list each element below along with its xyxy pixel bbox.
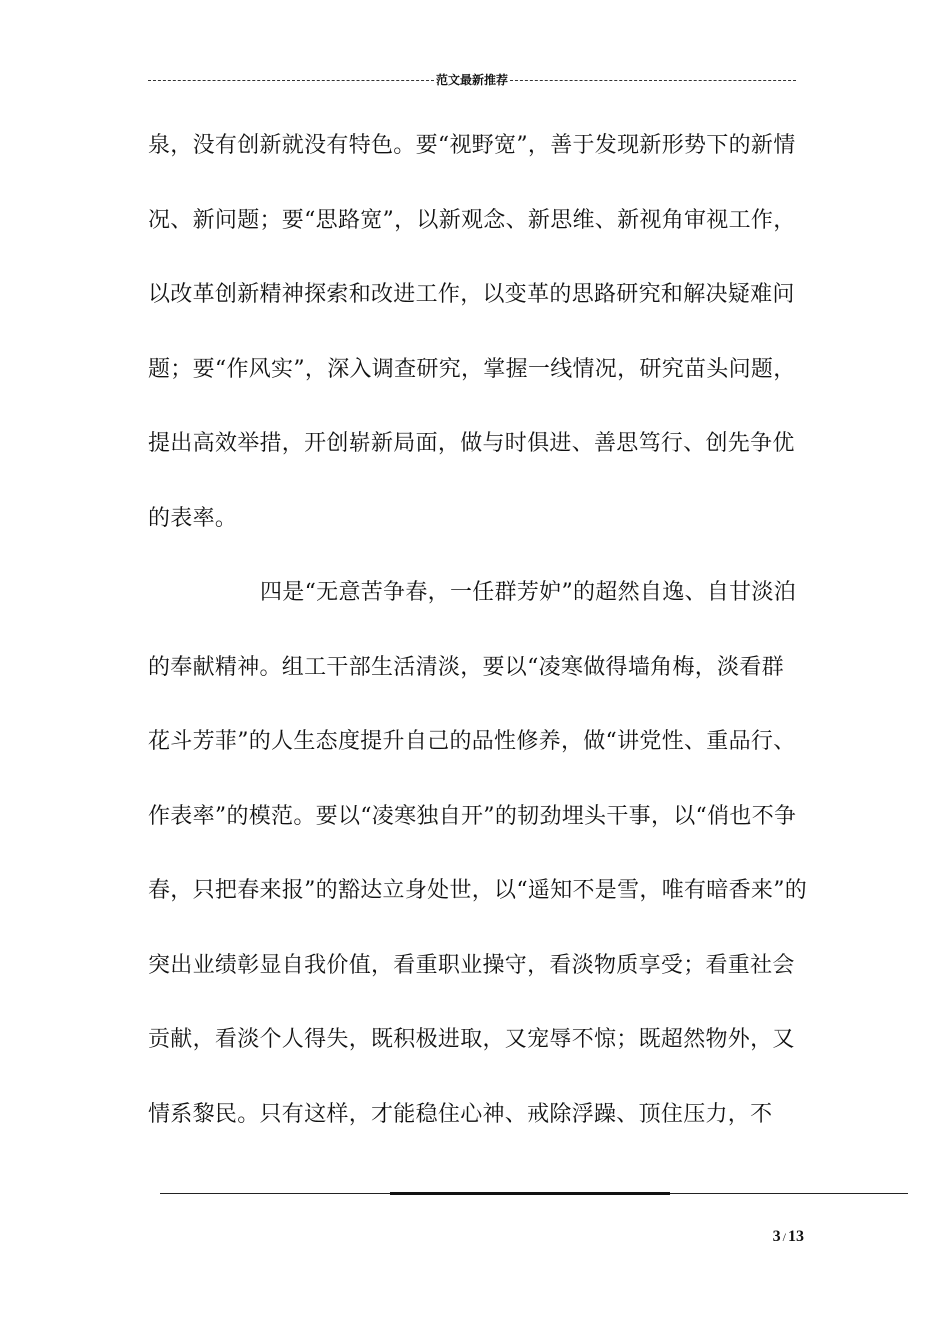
page-total: 13 (788, 1228, 804, 1245)
header-dash-left (148, 80, 434, 81)
footer-rule-thick (390, 1192, 670, 1195)
text-line: 以改革创新精神探索和改进工作，以变革的思路研究和解决疑难问 (148, 282, 795, 307)
text-line: 泉，没有创新就没有特色。要“视野宽”，善于发现新形势下的新情 (148, 133, 796, 158)
header-rule (148, 73, 796, 87)
text-line: 情系黎民。只有这样，才能稳住心神、戒除浮躁、顶住压力，不 (148, 1101, 773, 1127)
body-text (148, 124, 808, 1167)
page-current: 3 (772, 1228, 781, 1245)
footer-rule (160, 1190, 908, 1196)
text-line: 的奉献精神。组工干部生活清淡，要以“凌寒做得墙角梅，淡看群 (148, 654, 784, 680)
text-line: 突出业绩彰显自我价值，看重职业操守，看淡物质享受；看重社会 (148, 952, 795, 978)
text-line: 提出高效举措，开创崭新局面，做与时俱进、善思笃行、创先争优 (148, 431, 795, 456)
page-number (700, 1228, 804, 1246)
text-line: 题；要“作风实”，深入调查研究，掌握一线情况，研究苗头问题， (148, 356, 796, 382)
text-line: 的表率。 (148, 505, 238, 531)
text-line: 贡献，看淡个人得失，既积极进取，又宠辱不惊；既超然物外，又 (148, 1027, 795, 1052)
header-dash-right (510, 80, 796, 81)
text-line: 作表率”的模范。要以“凌寒独自开”的韧劲埋头干事，以“俏也不争 (148, 803, 797, 829)
text-line: 花斗芳菲”的人生态度提升自己的品性修养，做“讲党性、重品行、 (148, 729, 796, 754)
text-line: 况、新问题；要“思路宽”，以新观念、新思维、新视角审视工作， (148, 207, 796, 233)
page-separator: / (782, 1230, 786, 1244)
text-line: 春，只把春来报”的豁达立身处世，以“遥知不是雪，唯有暗香来”的 (148, 878, 808, 903)
header-title: 范文最新推荐 (436, 73, 509, 87)
paragraph-start-line: 四是“无意苦争春，一任群芳妒”的超然自逸、自甘淡泊 (260, 580, 796, 605)
